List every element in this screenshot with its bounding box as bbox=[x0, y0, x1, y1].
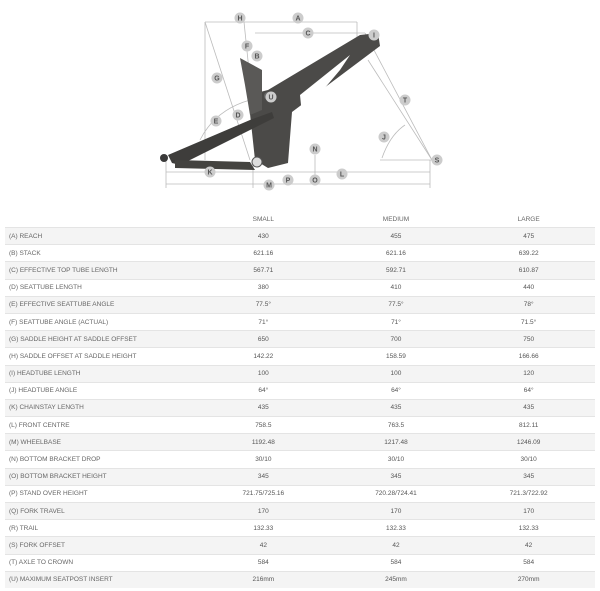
row-label: (A) REACH bbox=[5, 228, 197, 245]
svg-text:F: F bbox=[244, 43, 250, 51]
row-value: 1192.48 bbox=[197, 434, 330, 451]
row-value: 639.22 bbox=[462, 245, 595, 262]
svg-text:S: S bbox=[434, 157, 440, 165]
row-value: 216mm bbox=[197, 571, 330, 588]
marker-j bbox=[379, 132, 390, 143]
svg-text:L: L bbox=[339, 171, 345, 179]
row-value: 592.71 bbox=[330, 262, 463, 279]
table-row bbox=[5, 537, 595, 554]
row-value: 42 bbox=[462, 537, 595, 554]
row-label: (F) SEATTUBE ANGLE (ACTUAL) bbox=[5, 313, 197, 330]
row-value: 380 bbox=[197, 279, 330, 296]
row-value: 621.16 bbox=[197, 245, 330, 262]
row-label: (S) FORK OFFSET bbox=[5, 537, 197, 554]
row-label: (D) SEATTUBE LENGTH bbox=[5, 279, 197, 296]
svg-text:M: M bbox=[266, 182, 272, 190]
row-value: 763.5 bbox=[330, 417, 463, 434]
row-value: 78° bbox=[462, 296, 595, 313]
row-value: 455 bbox=[330, 228, 463, 245]
row-value: 170 bbox=[330, 503, 463, 520]
row-value: 1246.09 bbox=[462, 434, 595, 451]
row-value: 30/10 bbox=[330, 451, 463, 468]
table-row bbox=[5, 451, 595, 468]
svg-text:C: C bbox=[305, 30, 311, 38]
table-row bbox=[5, 228, 595, 245]
row-value: 245mm bbox=[330, 571, 463, 588]
marker-s bbox=[432, 155, 443, 166]
row-label: (E) EFFECTIVE SEATTUBE ANGLE bbox=[5, 296, 197, 313]
row-label: (H) SADDLE OFFSET AT SADDLE HEIGHT bbox=[5, 348, 197, 365]
frame-geometry-diagram bbox=[0, 0, 600, 200]
row-label: (O) BOTTOM BRACKET HEIGHT bbox=[5, 468, 197, 485]
row-value: 77.5° bbox=[197, 296, 330, 313]
table-header-row bbox=[5, 211, 595, 228]
marker-h bbox=[235, 13, 246, 24]
row-value: 700 bbox=[330, 331, 463, 348]
row-value: 440 bbox=[462, 279, 595, 296]
row-value: 1217.48 bbox=[330, 434, 463, 451]
marker-c bbox=[303, 28, 314, 39]
table-row bbox=[5, 296, 595, 313]
row-label: (I) HEADTUBE LENGTH bbox=[5, 365, 197, 382]
header-medium: MEDIUM bbox=[382, 215, 410, 223]
row-label: (N) BOTTOM BRACKET DROP bbox=[5, 451, 197, 468]
row-label: (L) FRONT CENTRE bbox=[5, 417, 197, 434]
table-row bbox=[5, 468, 595, 485]
row-value: 812.11 bbox=[462, 417, 595, 434]
svg-text:D: D bbox=[235, 112, 241, 120]
header-large: LARGE bbox=[517, 215, 540, 223]
row-value: 345 bbox=[330, 468, 463, 485]
marker-u bbox=[266, 92, 277, 103]
row-value: 64° bbox=[330, 382, 463, 399]
header-small: SMALL bbox=[252, 215, 274, 223]
row-label: (P) STAND OVER HEIGHT bbox=[5, 485, 197, 502]
marker-k bbox=[205, 167, 216, 178]
table-row bbox=[5, 262, 595, 279]
marker-d bbox=[233, 110, 244, 121]
row-value: 721.75/725.16 bbox=[197, 485, 330, 502]
geometry-table bbox=[5, 211, 595, 588]
row-value: 71.5° bbox=[462, 313, 595, 330]
row-value: 270mm bbox=[462, 571, 595, 588]
row-value: 64° bbox=[462, 382, 595, 399]
row-value: 430 bbox=[197, 228, 330, 245]
header-label-column bbox=[5, 211, 197, 228]
row-value: 650 bbox=[197, 331, 330, 348]
row-value: 30/10 bbox=[197, 451, 330, 468]
row-value: 345 bbox=[197, 468, 330, 485]
row-value: 758.5 bbox=[197, 417, 330, 434]
row-value: 100 bbox=[197, 365, 330, 382]
marker-b bbox=[252, 51, 263, 62]
svg-text:N: N bbox=[312, 146, 318, 154]
svg-text:E: E bbox=[213, 118, 219, 126]
table-row bbox=[5, 503, 595, 520]
marker-i bbox=[369, 30, 380, 41]
table-row bbox=[5, 331, 595, 348]
svg-text:A: A bbox=[295, 15, 301, 23]
table-row bbox=[5, 313, 595, 330]
row-value: 410 bbox=[330, 279, 463, 296]
table-row bbox=[5, 571, 595, 588]
table-row bbox=[5, 279, 595, 296]
marker-t bbox=[400, 95, 411, 106]
marker-g bbox=[212, 73, 223, 84]
table-row bbox=[5, 554, 595, 571]
row-label: (J) HEADTUBE ANGLE bbox=[5, 382, 197, 399]
row-label: (U) MAXIMUM SEATPOST INSERT bbox=[5, 571, 197, 588]
table-row bbox=[5, 382, 595, 399]
row-value: 720.28/724.41 bbox=[330, 485, 463, 502]
svg-text:G: G bbox=[214, 75, 220, 83]
svg-text:J: J bbox=[382, 134, 386, 142]
row-value: 100 bbox=[330, 365, 463, 382]
marker-p bbox=[283, 175, 294, 186]
row-value: 132.33 bbox=[197, 520, 330, 537]
svg-text:B: B bbox=[254, 53, 260, 61]
row-value: 610.87 bbox=[462, 262, 595, 279]
svg-text:P: P bbox=[285, 177, 291, 185]
marker-m bbox=[264, 180, 275, 191]
table-row bbox=[5, 485, 595, 502]
row-value: 567.71 bbox=[197, 262, 330, 279]
geometry-table-body bbox=[5, 228, 595, 588]
marker-f bbox=[242, 41, 253, 52]
row-value: 71° bbox=[330, 313, 463, 330]
svg-text:U: U bbox=[268, 94, 274, 102]
marker-o bbox=[310, 175, 321, 186]
row-value: 584 bbox=[197, 554, 330, 571]
table-row bbox=[5, 417, 595, 434]
row-value: 584 bbox=[462, 554, 595, 571]
row-label: (C) EFFECTIVE TOP TUBE LENGTH bbox=[5, 262, 197, 279]
row-value: 120 bbox=[462, 365, 595, 382]
row-value: 64° bbox=[197, 382, 330, 399]
row-value: 166.66 bbox=[462, 348, 595, 365]
row-value: 475 bbox=[462, 228, 595, 245]
row-value: 170 bbox=[197, 503, 330, 520]
row-value: 170 bbox=[462, 503, 595, 520]
row-value: 435 bbox=[197, 399, 330, 416]
row-value: 132.33 bbox=[462, 520, 595, 537]
row-value: 721.3/722.92 bbox=[462, 485, 595, 502]
row-value: 132.33 bbox=[330, 520, 463, 537]
marker-a bbox=[293, 13, 304, 24]
row-label: (G) SADDLE HEIGHT AT SADDLE OFFSET bbox=[5, 331, 197, 348]
marker-n bbox=[310, 144, 321, 155]
table-row bbox=[5, 348, 595, 365]
table-row bbox=[5, 365, 595, 382]
row-value: 621.16 bbox=[330, 245, 463, 262]
svg-text:H: H bbox=[237, 15, 243, 23]
row-value: 750 bbox=[462, 331, 595, 348]
marker-e bbox=[211, 116, 222, 127]
row-label: (T) AXLE TO CROWN bbox=[5, 554, 197, 571]
marker-l bbox=[337, 169, 348, 180]
row-value: 142.22 bbox=[197, 348, 330, 365]
row-label: (R) TRAIL bbox=[5, 520, 197, 537]
row-value: 42 bbox=[197, 537, 330, 554]
row-label: (M) WHEELBASE bbox=[5, 434, 197, 451]
row-value: 77.5° bbox=[330, 296, 463, 313]
row-label: (K) CHAINSTAY LENGTH bbox=[5, 399, 197, 416]
table-row bbox=[5, 434, 595, 451]
table-row bbox=[5, 520, 595, 537]
row-value: 30/10 bbox=[462, 451, 595, 468]
row-value: 71° bbox=[197, 313, 330, 330]
row-value: 345 bbox=[462, 468, 595, 485]
row-label: (B) STACK bbox=[5, 245, 197, 262]
row-value: 435 bbox=[330, 399, 463, 416]
row-value: 158.59 bbox=[330, 348, 463, 365]
row-value: 42 bbox=[330, 537, 463, 554]
row-value: 435 bbox=[462, 399, 595, 416]
table-row bbox=[5, 245, 595, 262]
row-label: (Q) FORK TRAVEL bbox=[5, 503, 197, 520]
svg-text:T: T bbox=[402, 97, 408, 105]
svg-text:I: I bbox=[373, 32, 375, 40]
row-value: 584 bbox=[330, 554, 463, 571]
table-row bbox=[5, 399, 595, 416]
svg-text:K: K bbox=[207, 169, 213, 177]
svg-text:O: O bbox=[312, 177, 318, 185]
